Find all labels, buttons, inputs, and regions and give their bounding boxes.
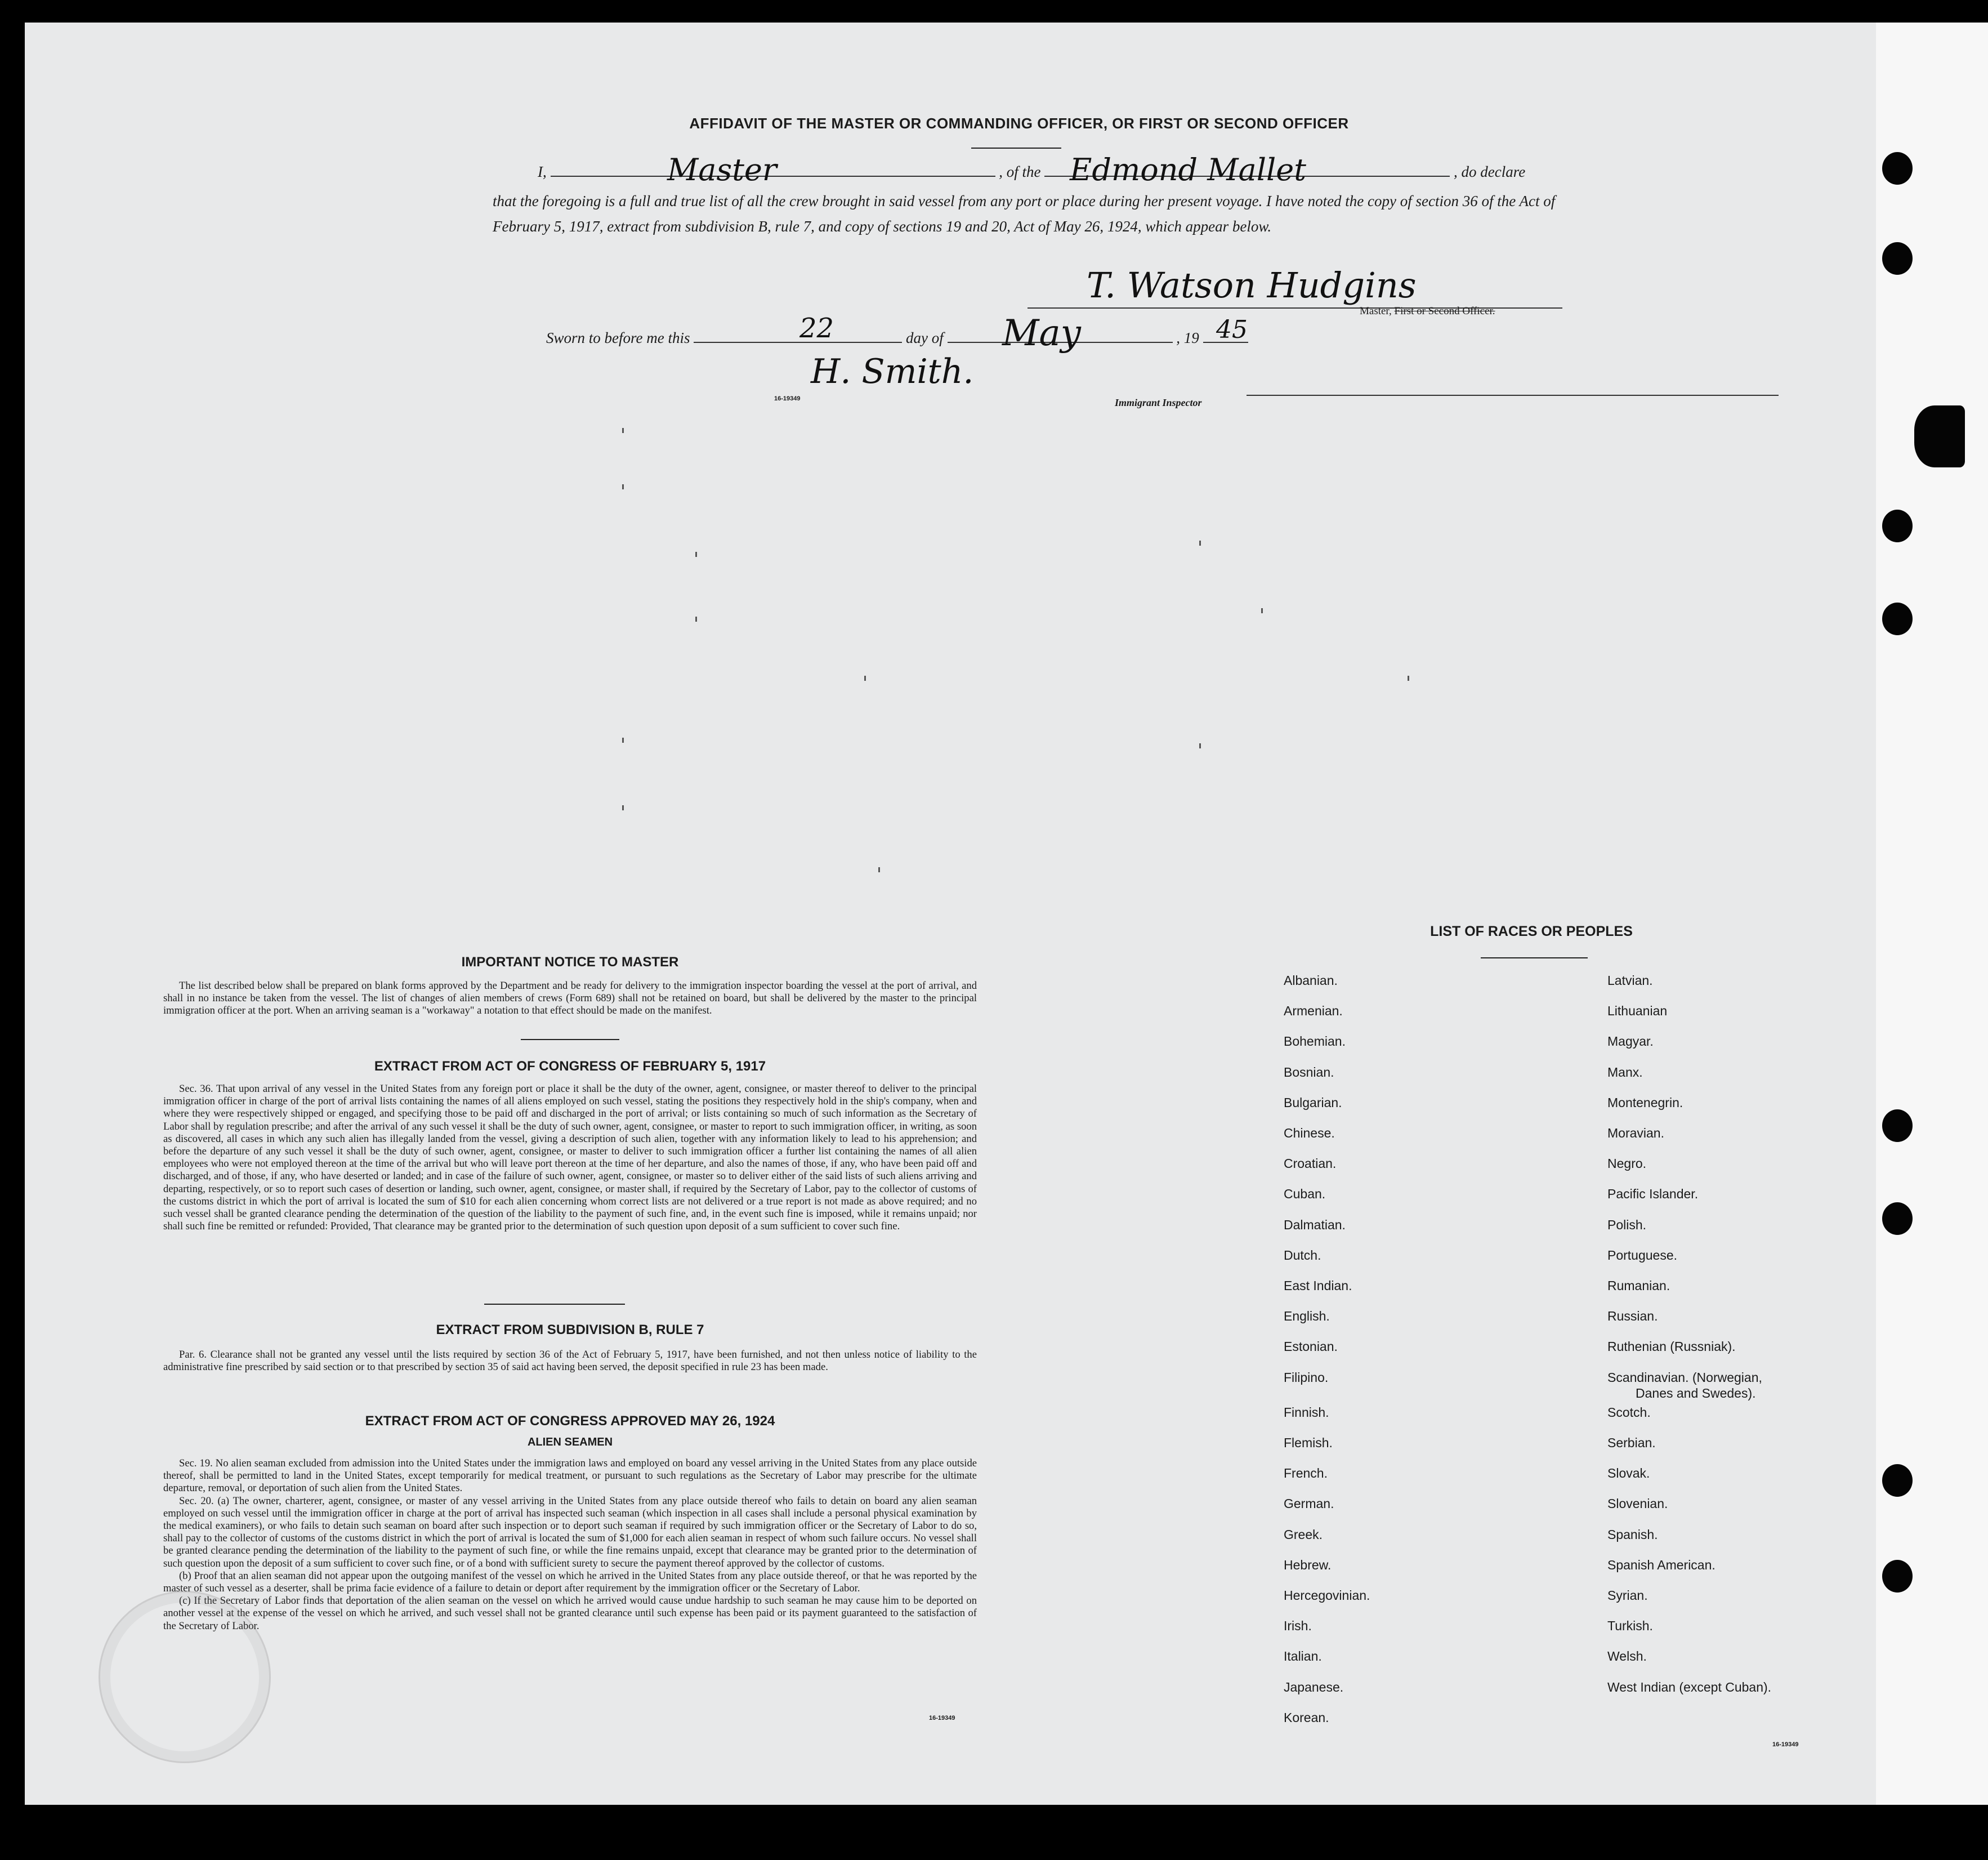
- race-item: Cuban.: [1284, 1187, 1326, 1202]
- race-item: Rumanian.: [1607, 1278, 1670, 1293]
- race-item: German.: [1284, 1496, 1334, 1511]
- binder-hole-torn: [1914, 405, 1965, 467]
- extract-1917-text: [163, 1083, 977, 1233]
- race-item: Estonian.: [1284, 1339, 1338, 1354]
- race-item: Bohemian.: [1284, 1034, 1346, 1049]
- sworn-prefix: Sworn to before me this: [546, 329, 690, 346]
- race-item: Syrian.: [1607, 1588, 1648, 1603]
- binder-hole: [1882, 1109, 1913, 1142]
- race-item: French.: [1284, 1466, 1328, 1481]
- embossed-seal: [99, 1591, 271, 1763]
- handwritten-inspector: H. Smith.: [811, 352, 974, 391]
- race-item: Scandinavian. (Norwegian,: [1607, 1370, 1762, 1385]
- extract-rule7-title: EXTRACT FROM SUBDIVISION B, RULE 7: [436, 1322, 704, 1337]
- race-item: Danes and Swedes).: [1636, 1385, 1756, 1400]
- affidavit-form-number: 16-19349: [774, 395, 801, 402]
- guide-mark: [695, 617, 697, 622]
- day-of-label: day of: [906, 329, 944, 346]
- year-prefix: , 19: [1176, 329, 1199, 346]
- race-item: Manx.: [1607, 1064, 1643, 1080]
- extract-1917-rule: [484, 1304, 625, 1305]
- race-item: Flemish.: [1284, 1435, 1333, 1450]
- race-item: Magyar.: [1607, 1034, 1654, 1049]
- race-item: Armenian.: [1284, 1003, 1343, 1019]
- race-item: Croatian.: [1284, 1156, 1337, 1171]
- race-item: Bosnian.: [1284, 1064, 1334, 1080]
- binder-hole: [1882, 152, 1913, 185]
- races-form-number: 16-19349: [1772, 1741, 1799, 1748]
- guide-mark: [622, 805, 624, 810]
- sworn-line: [546, 329, 1248, 347]
- extract-form-number: 16-19349: [929, 1715, 955, 1721]
- race-item: Hercegovinian.: [1284, 1588, 1370, 1603]
- sec-20c-paragraph: (c) If the Secretary of Labor finds that deportation of the alien seaman on the vessel on which he arrived would cause undue hardship to such seaman he may cause him to be deported on another vessel at the expense of the vessel on which he arrived, and such vessel shall not be granted clearance until such expense has been paid or its payment guaranteed to the satisfaction of the Secretary of Labor.: [163, 1595, 977, 1632]
- race-item: Montenegrin.: [1607, 1095, 1683, 1110]
- extract-1924-subtitle: ALIEN SEAMEN: [527, 1436, 613, 1448]
- race-item: Serbian.: [1607, 1435, 1656, 1450]
- race-item: Hebrew.: [1284, 1557, 1332, 1572]
- of-the-label: , of the: [999, 163, 1041, 180]
- affidavit-title-rule: [971, 148, 1061, 149]
- guide-mark: [695, 552, 697, 557]
- race-item: Turkish.: [1607, 1618, 1653, 1634]
- sec-20a-paragraph: Sec. 20. (a) The owner, charterer, agent, consignee, or master of any vessel arriving in the United States from any place outside thereof who fails to detain on board any alien seaman employed on such vessel until the immigration officer in charge at the port of arrival has inspected such seaman (which inspection in all cases shall include a personal physical examination by the medical examiners), or who fails to detain such seaman on board after such inspection or to deport such seaman if required by such immigration officer or the Secretary of Labor to do so, shall pay to the collector of customs of the customs district in which the port of arrival is located the sum of $1,000 for each alien seaman in respect of whom such failure occurs. No vessel shall be granted clearance pending the determination of the liability to the payment of such fine, or while the fine remains unpaid, except that clearance may be granted prior to the determination of such question upon the deposit of a sum sufficient to cover such fine, or of a bond with sufficient surety to secure the payment thereof approved by the collector of customs.: [163, 1495, 977, 1569]
- day-fill-line: [694, 342, 902, 343]
- race-item: Polish.: [1607, 1217, 1647, 1232]
- sec-19-paragraph: Sec. 19. No alien seaman excluded from admission into the United States under the immigration laws and employed on board any vessel arriving in the United States from any place outside thereof, shall be permitted to land in the United States, except temporarily for medical treatment, or pursuant to such regulations as the Secretary of Labor may prescribe for the ultimate departure, removal, or deportation of such alien from the United States.: [163, 1457, 977, 1495]
- race-item: East Indian.: [1284, 1278, 1352, 1293]
- caption-struck-officer: First or Second Officer.: [1394, 305, 1495, 317]
- do-declare-label: , do declare: [1454, 163, 1526, 180]
- guide-mark: [864, 676, 866, 681]
- race-item: Moravian.: [1607, 1126, 1664, 1140]
- race-item: Negro.: [1607, 1156, 1647, 1171]
- extract-rule7-text: [163, 1349, 977, 1373]
- race-item: Dalmatian.: [1284, 1217, 1346, 1232]
- race-item: English.: [1284, 1309, 1330, 1324]
- race-item: Japanese.: [1284, 1679, 1344, 1694]
- guide-mark: [1199, 541, 1201, 546]
- races-title-rule: [1481, 957, 1588, 958]
- race-item: Finnish.: [1284, 1404, 1329, 1420]
- race-item: Latvian.: [1607, 973, 1653, 988]
- race-item: Spanish.: [1607, 1527, 1658, 1542]
- page-edge-strip: [1876, 23, 1988, 1805]
- race-item: Dutch.: [1284, 1247, 1321, 1263]
- race-item: Ruthenian (Russniak).: [1607, 1339, 1736, 1354]
- binder-hole: [1882, 1464, 1913, 1497]
- handwritten-vessel: Edmond Mallet: [1070, 152, 1306, 188]
- handwritten-master: Master: [667, 152, 777, 188]
- race-item: Irish.: [1284, 1618, 1312, 1634]
- race-item: Slovak.: [1607, 1466, 1650, 1481]
- race-item: Slovenian.: [1607, 1496, 1668, 1511]
- prefix-i: I,: [538, 163, 547, 180]
- handwritten-day: 22: [799, 313, 834, 344]
- race-item: Italian.: [1284, 1649, 1322, 1664]
- signature-caption: [1360, 305, 1495, 318]
- race-item: Scotch.: [1607, 1404, 1651, 1420]
- race-item: Bulgarian.: [1284, 1095, 1342, 1110]
- race-item: Greek.: [1284, 1527, 1323, 1542]
- handwritten-year: 45: [1216, 315, 1248, 344]
- race-item: Portuguese.: [1607, 1247, 1678, 1263]
- binder-hole: [1882, 1560, 1913, 1593]
- par-6-paragraph: Par. 6. Clearance shall not be granted any vessel until the lists required by section 36 of the Act of February 5, 1917, have been furnished, and not then unless notice of liability to the administrative fine prescribed by said section or to that prescribed by section 35 of said act having been served, the deposit specified in rule 23 has been made.: [163, 1349, 977, 1373]
- affidavit-body: that the foregoing is a full and true list of all the crew brought in said vessel from any port or place during her present voyage. I have noted the copy of section 36 of the Act of February 5, 1917, extract from subdivision B, rule 7, and copy of sections 19 and 20, Act of May 26, 1924, which appear below.: [493, 193, 1556, 235]
- inspector-line: [1247, 395, 1779, 396]
- race-item: Pacific Islander.: [1607, 1187, 1699, 1202]
- caption-master: Master,: [1360, 305, 1392, 317]
- extract-1924-title: EXTRACT FROM ACT OF CONGRESS APPROVED MAY 26, 1924: [365, 1413, 775, 1429]
- guide-mark: [1408, 676, 1409, 681]
- race-item: Filipino.: [1284, 1370, 1329, 1385]
- guide-mark: [622, 428, 624, 433]
- handwritten-signature: T. Watson Hudgins: [1087, 265, 1417, 306]
- handwritten-month: May: [1002, 313, 1081, 354]
- notice-rule: [521, 1039, 619, 1040]
- guide-mark: [622, 484, 624, 489]
- race-item: Welsh.: [1607, 1649, 1647, 1664]
- race-item: Russian.: [1607, 1309, 1658, 1324]
- binder-hole: [1882, 1202, 1913, 1235]
- race-item: Spanish American.: [1607, 1557, 1716, 1572]
- guide-mark: [622, 738, 624, 743]
- extract-1924-text: [163, 1457, 977, 1632]
- binder-hole: [1882, 510, 1913, 542]
- race-item: Albanian.: [1284, 973, 1338, 988]
- race-item: Chinese.: [1284, 1126, 1335, 1140]
- affidavit-title: AFFIDAVIT OF THE MASTER OR COMMANDING OFFICER, OR FIRST OR SECOND OFFICER: [689, 115, 1349, 132]
- race-item: West Indian (except Cuban).: [1607, 1679, 1772, 1694]
- guide-mark: [1261, 608, 1263, 613]
- binder-hole: [1882, 242, 1913, 275]
- inspector-caption: Immigrant Inspector: [1115, 397, 1202, 408]
- section-36-paragraph: Sec. 36. That upon arrival of any vessel in the United States from any foreign port or place it shall be the duty of the owner, agent, consignee, or master thereof to deliver to the principal immigration officer in charge of the port of arrival lists containing the names of all aliens employed on such vessel, stating the positions they respectively hold in the ship's company, when and where they were respectively shipped or engaged, and specifying those to be paid off and discharged in the port of arrival; or lists containing so much of such information as the Secretary of Labor shall by regulation prescribe; and after the arrival of any such vessel it shall be the duty of such owner, agent, consignee, or master to report to such immigration officer, in writing, as soon as discovered, all cases in which any such alien has illegally landed from the vessel, giving a description of such alien, together with any information likely to lead to his apprehension; and before the departure of any such vessel it shall be the duty of such owner, agent, consignee, or master to deliver to such immigration officer a further list containing the names of all alien employees who were not employed thereon at the time of the arrival but who will leave port thereon at the time of her departure, and also the names of those, if any, who have been paid off and discharged, and of those, if any, who have deserted or landed; and in case of the failure of such owner, agent, consignee, or master so to deliver either of the said lists of such aliens arriving and departing, respectively, or so to report such cases of desertion or landing, such owner, agent, consignee, or master shall, if required by the Secretary of Labor, pay to the collector of customs of the customs district in which the port of arrival is located the sum of $10 for each alien concerning whom correct lists are not delivered or a true report is not made as above required; and no such vessel shall be granted clearance pending the determination of the question of the liability to the payment of such fine, and, in the event such fine is imposed, while it remains unpaid; nor shall such fine be remitted or refunded: Provided, That clearance may be granted prior to the determination of such question upon deposit of a sum sufficient to cover such fine.: [163, 1083, 977, 1233]
- guide-mark: [1199, 743, 1201, 748]
- race-item: Lithuanian: [1607, 1003, 1668, 1019]
- notice-title: IMPORTANT NOTICE TO MASTER: [461, 954, 679, 970]
- notice-paragraph: The list described below shall be prepared on blank forms approved by the Department and be ready for delivery to the immigration inspector boarding the vessel at the port of arrival, and shall in no instance be taken from the vessel. The list of changes of alien members of crews (Form 689) shall not be retained on board, but shall be delivered by the master to the principal immigration officer at the port. When an arriving seaman is a "workaway" a notation to that effect should be made on the manifest.: [163, 980, 977, 1017]
- extract-1917-title: EXTRACT FROM ACT OF CONGRESS OF FEBRUARY 5, 1917: [374, 1059, 766, 1074]
- notice-text: [163, 980, 977, 1018]
- races-title: LIST OF RACES OR PEOPLES: [1430, 924, 1633, 939]
- sec-20b-paragraph: (b) Proof that an alien seaman did not appear upon the outgoing manifest of the vessel on which he arrived in the United States from any place outside thereof, or that he was reported by the master of such vessel as a deserter, shall be prima facie evidence of a failure to detain or deport after requirement by the immigration officer or the Secretary of Labor.: [163, 1569, 977, 1595]
- binder-hole: [1882, 603, 1913, 635]
- race-item: Korean.: [1284, 1710, 1329, 1725]
- guide-mark: [878, 867, 880, 872]
